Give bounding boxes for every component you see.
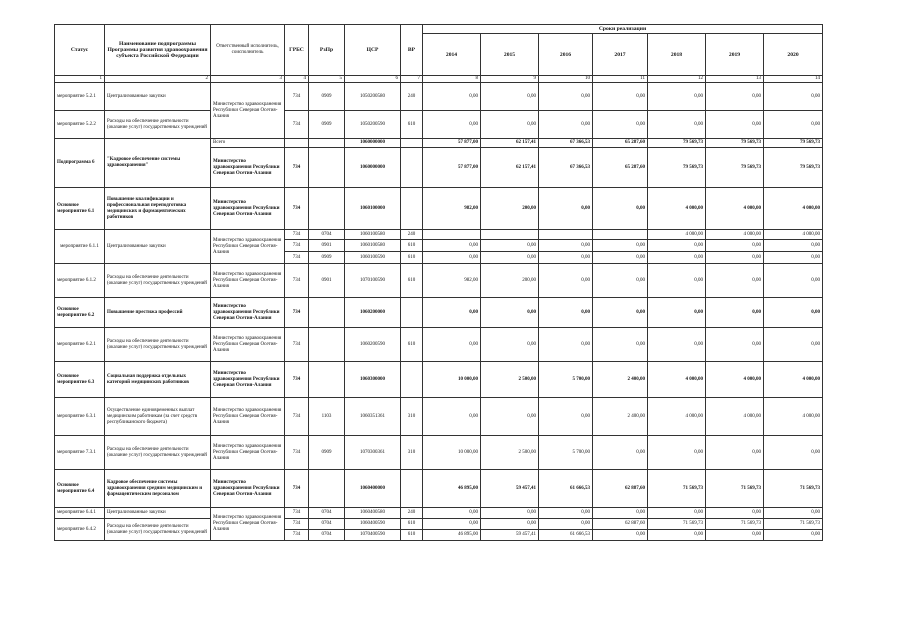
executor-cell: Министерство здравоохранения Республики Северная Осетия-Алания (211, 83, 285, 139)
vr-cell: 610 (401, 240, 423, 252)
value-cell: 0,00 (593, 328, 648, 362)
value-cell: 0,00 (706, 111, 764, 139)
executor-cell: Министерство здравоохранения Республики Северная Осетия-Алания (211, 508, 285, 541)
value-cell: 0,00 (539, 508, 593, 519)
colnum: 14 (764, 76, 823, 83)
value-cell: 79 569,73 (764, 148, 823, 188)
colnum: 2 (105, 76, 211, 83)
table-row (55, 298, 823, 328)
rzpr-cell: 0901 (309, 264, 345, 298)
table-row (55, 111, 823, 139)
executor-cell: Министерство здравоохранения Республики Северная Осетия-Алания (211, 148, 285, 188)
value-cell: 0,00 (764, 83, 823, 111)
csr-cell: 1060400580 (345, 508, 401, 519)
value-cell: 0,00 (593, 240, 648, 252)
value-cell: 65 287,60 (593, 148, 648, 188)
status-cell: мероприятие 6.3.1 (55, 398, 105, 436)
grbs-cell: 734 (285, 188, 309, 230)
value-cell: 0,00 (706, 252, 764, 264)
header-vr: ВР (401, 25, 423, 76)
csr-cell: 1060100000 (345, 188, 401, 230)
table-row (55, 230, 823, 240)
grbs-cell: 734 (285, 264, 309, 298)
table-row (55, 470, 823, 508)
vr-cell: 610 (401, 328, 423, 362)
vr-cell: 610 (401, 530, 423, 541)
value-cell: 4 000,00 (706, 230, 764, 240)
vr-cell: 240 (401, 230, 423, 240)
value-cell: 0,00 (481, 252, 539, 264)
value-cell: 0,00 (764, 530, 823, 541)
colnum: 12 (648, 76, 706, 83)
value-cell: 0,00 (539, 398, 593, 436)
value-cell: 46 895,00 (423, 470, 481, 508)
value-cell: 0,00 (648, 508, 706, 519)
program-budget-table (54, 24, 823, 541)
value-cell: 0,00 (593, 508, 648, 519)
grbs-cell: 734 (285, 298, 309, 328)
name-cell: Расходы на обеспечение деятельности (оказание услуг) государственных учреждений (105, 436, 211, 470)
rzpr-cell (309, 470, 345, 508)
value-cell: 4 000,00 (706, 398, 764, 436)
csr-cell: 1050200580 (345, 83, 401, 111)
value-cell: 0,00 (648, 252, 706, 264)
colnum: 1 (55, 76, 105, 83)
value-cell: 57 877,00 (423, 139, 481, 148)
status-cell: мероприятие 5.2.1 (55, 83, 105, 111)
value-cell: 61 666,53 (539, 530, 593, 541)
value-cell: 0,00 (764, 298, 823, 328)
value-cell: 79 569,73 (648, 139, 706, 148)
csr-cell: 1070400590 (345, 530, 401, 541)
value-cell: 71 569,73 (648, 470, 706, 508)
status-cell: мероприятие 6.1.2 (55, 264, 105, 298)
value-cell: 0,00 (648, 264, 706, 298)
budget-table-sheet (54, 24, 822, 541)
value-cell: 0,00 (648, 298, 706, 328)
value-cell: 2 500,00 (481, 362, 539, 398)
value-cell: 79 569,73 (764, 139, 823, 148)
value-cell: 0,00 (481, 298, 539, 328)
value-cell (481, 230, 539, 240)
status-cell: мероприятие 5.2.2 (55, 111, 105, 139)
value-cell: 71 569,73 (764, 470, 823, 508)
grbs-cell: 734 (285, 240, 309, 252)
csr-cell: 1060000000 (345, 148, 401, 188)
table-row (55, 508, 823, 519)
name-cell: Осуществление единовременных выплат медицинским работникам (за счет средств республиканского бюджета) (105, 398, 211, 436)
vr-cell (401, 362, 423, 398)
value-cell: 0,00 (706, 508, 764, 519)
table-row (55, 188, 823, 230)
executor-cell: Министерство здравоохранения Республики Северная Осетия-Алания (211, 298, 285, 328)
name-cell: Расходы на обеспечение деятельности (оказание услуг) государственных учреждений (105, 328, 211, 362)
value-cell: 0,00 (423, 328, 481, 362)
vr-cell: 610 (401, 252, 423, 264)
value-cell: 982,00 (423, 188, 481, 230)
value-cell: 4 000,00 (648, 188, 706, 230)
grbs-cell: 734 (285, 530, 309, 541)
colnum: 10 (539, 76, 593, 83)
executor-cell: Министерство здравоохранения Республики Северная Осетия-Алания (211, 230, 285, 264)
colnum: 13 (706, 76, 764, 83)
value-cell: 0,00 (764, 508, 823, 519)
csr-cell: 1060100580 (345, 230, 401, 240)
status-cell: мероприятие 6.1.1 (55, 230, 105, 264)
status-cell: Подпрограмма 6 (55, 139, 105, 188)
header-name: Наименование подпрограммы Программы развития здравоохранения субъекта Российской Федерации (105, 25, 211, 76)
value-cell: 0,00 (539, 519, 593, 530)
table-row (55, 83, 823, 111)
value-cell: 0,00 (764, 264, 823, 298)
value-cell: 4 000,00 (764, 188, 823, 230)
vr-cell (401, 470, 423, 508)
value-cell: 0,00 (423, 298, 481, 328)
value-cell: 59 457,41 (481, 470, 539, 508)
csr-cell: 1070300361 (345, 436, 401, 470)
value-cell: 2 400,00 (593, 398, 648, 436)
grbs-cell: 734 (285, 508, 309, 519)
value-cell: 0,00 (706, 83, 764, 111)
value-cell: 71 569,73 (706, 470, 764, 508)
csr-cell: 1060000000 (345, 139, 401, 148)
value-cell: 65 287,60 (593, 139, 648, 148)
value-cell: 0,00 (423, 240, 481, 252)
year-2016: 2016 (539, 34, 593, 76)
value-cell: 0,00 (706, 328, 764, 362)
vr-cell: 240 (401, 508, 423, 519)
value-cell (593, 230, 648, 240)
csr-cell: 1060200590 (345, 328, 401, 362)
grbs-cell: 734 (285, 230, 309, 240)
value-cell: 4 000,00 (764, 362, 823, 398)
value-cell: 0,00 (481, 111, 539, 139)
value-cell: 4 000,00 (764, 398, 823, 436)
grbs-cell: 734 (285, 519, 309, 530)
table-row (55, 362, 823, 398)
grbs-cell: 734 (285, 398, 309, 436)
value-cell: 0,00 (764, 436, 823, 470)
executor-cell: Министерство здравоохранения Республики Северная Осетия-Алания (211, 470, 285, 508)
value-cell: 0,00 (481, 240, 539, 252)
value-cell: 62 887,60 (593, 470, 648, 508)
table-row (55, 264, 823, 298)
value-cell: 67 366,53 (539, 148, 593, 188)
value-cell: 0,00 (648, 240, 706, 252)
status-cell: мероприятие 6.4.1 (55, 508, 105, 519)
rzpr-cell: 0909 (309, 436, 345, 470)
vr-cell: 610 (401, 264, 423, 298)
value-cell: 0,00 (764, 252, 823, 264)
colnum: 4 (285, 76, 309, 83)
value-cell: 0,00 (539, 252, 593, 264)
value-cell: 0,00 (539, 240, 593, 252)
value-cell: 4 000,00 (706, 362, 764, 398)
value-cell: 0,00 (706, 240, 764, 252)
value-cell: 0,00 (706, 530, 764, 541)
name-cell: Расходы на обеспечение деятельности (оказание услуг) государственных учреждений (105, 111, 211, 139)
value-cell: 982,00 (423, 264, 481, 298)
table-row (55, 328, 823, 362)
grbs-cell: 734 (285, 83, 309, 111)
value-cell: 0,00 (648, 83, 706, 111)
vr-cell (401, 148, 423, 188)
year-2015: 2015 (481, 34, 539, 76)
value-cell: 5 700,00 (539, 436, 593, 470)
header-grbs: ГРБС (285, 25, 309, 76)
year-2018: 2018 (648, 34, 706, 76)
value-cell: 57 877,00 (423, 148, 481, 188)
executor-cell: Министерство здравоохранения Республики Северная Осетия-Алания (211, 328, 285, 362)
grbs-cell: 734 (285, 148, 309, 188)
value-cell: 4 000,00 (648, 398, 706, 436)
vr-cell: 610 (401, 519, 423, 530)
rzpr-cell: 0901 (309, 240, 345, 252)
value-cell: 0,00 (648, 436, 706, 470)
value-cell: 0,00 (764, 111, 823, 139)
value-cell: 0,00 (539, 298, 593, 328)
rzpr-cell: 0704 (309, 508, 345, 519)
csr-cell: 1060400590 (345, 519, 401, 530)
vr-cell (401, 188, 423, 230)
value-cell: 0,00 (539, 264, 593, 298)
value-cell: 79 569,73 (706, 139, 764, 148)
value-cell: 0,00 (423, 83, 481, 111)
rzpr-cell (309, 148, 345, 188)
value-cell: 71 569,73 (706, 519, 764, 530)
value-cell: 4 000,00 (648, 230, 706, 240)
rzpr-cell: 0909 (309, 83, 345, 111)
value-cell: 0,00 (593, 111, 648, 139)
vr-cell: 240 (401, 83, 423, 111)
year-2019: 2019 (706, 34, 764, 76)
name-cell: Централизованные закупки (105, 508, 211, 519)
value-cell: 0,00 (648, 111, 706, 139)
value-cell: 0,00 (648, 328, 706, 362)
name-cell: Повышение квалификации и профессиональная переподготовка медицинских и фармацевтических работников (105, 188, 211, 230)
name-cell: Расходы на обеспечение деятельности (оказание услуг) государственных учреждений (105, 264, 211, 298)
value-cell: 4 000,00 (706, 188, 764, 230)
vr-cell (401, 139, 423, 148)
header-status: Статус (55, 25, 105, 76)
vr-cell: 310 (401, 436, 423, 470)
name-cell: Социальная поддержка отдельных категорий медицинских работников (105, 362, 211, 398)
value-cell: 62 157,41 (481, 148, 539, 188)
vr-cell (401, 298, 423, 328)
value-cell: 0,00 (593, 264, 648, 298)
value-cell: 67 366,53 (539, 139, 593, 148)
rzpr-cell: 0704 (309, 230, 345, 240)
value-cell: 79 569,73 (648, 148, 706, 188)
grbs-cell: 734 (285, 362, 309, 398)
value-cell (423, 230, 481, 240)
value-cell: 0,00 (423, 508, 481, 519)
name-cell: Расходы на обеспечение деятельности (оказание услуг) государственных учреждений (105, 519, 211, 541)
status-cell: Основное мероприятие 6.4 (55, 470, 105, 508)
value-cell: 0,00 (539, 328, 593, 362)
value-cell: 5 700,00 (539, 362, 593, 398)
csr-cell: 1060100580 (345, 240, 401, 252)
value-cell: 0,00 (481, 508, 539, 519)
name-cell: Централизованные закупки (105, 83, 211, 111)
status-cell: Основное мероприятие 6.2 (55, 298, 105, 328)
value-cell: 0,00 (648, 530, 706, 541)
table-row (55, 436, 823, 470)
value-cell: 0,00 (539, 83, 593, 111)
executor-cell: Министерство здравоохранения Республики Северная Осетия-Алания (211, 362, 285, 398)
table-row (55, 398, 823, 436)
grbs-cell: 734 (285, 470, 309, 508)
value-cell: 0,00 (481, 519, 539, 530)
value-cell: 79 569,73 (706, 148, 764, 188)
value-cell: 2 500,00 (481, 436, 539, 470)
value-cell: 0,00 (481, 83, 539, 111)
csr-cell: 1060300000 (345, 362, 401, 398)
value-cell: 4 000,00 (648, 362, 706, 398)
executor-cell: Министерство здравоохранения Республики Северная Осетия-Алания (211, 188, 285, 230)
csr-cell: 1060200000 (345, 298, 401, 328)
rzpr-cell: 0704 (309, 519, 345, 530)
rzpr-cell (309, 328, 345, 362)
value-cell: 0,00 (764, 240, 823, 252)
value-cell: 0,00 (593, 83, 648, 111)
value-cell: 10 000,00 (423, 436, 481, 470)
header-csr: ЦСР (345, 25, 401, 76)
colnum: 8 (423, 76, 481, 83)
status-cell: мероприятие 6.4.2 (55, 519, 105, 541)
header-row-top (55, 25, 823, 34)
value-cell: 0,00 (593, 530, 648, 541)
value-cell: 0,00 (593, 436, 648, 470)
rzpr-cell (309, 139, 345, 148)
header-period: Сроки реализации (423, 25, 823, 34)
colnum: 7 (401, 76, 423, 83)
rzpr-cell: 1103 (309, 398, 345, 436)
grbs-cell: 734 (285, 328, 309, 362)
name-cell: Повышение престижа профессий (105, 298, 211, 328)
name-cell: Кадровое обеспечение системы здравоохранения средним медицинским и фармацевтическим персоналом (105, 470, 211, 508)
value-cell: 0,00 (423, 111, 481, 139)
csr-cell: 1050200590 (345, 111, 401, 139)
value-cell: 0,00 (481, 398, 539, 436)
value-cell: 10 000,00 (423, 362, 481, 398)
grbs-cell: 734 (285, 436, 309, 470)
colnum: 5 (309, 76, 345, 83)
year-2020: 2020 (764, 34, 823, 76)
csr-cell: 1060351361 (345, 398, 401, 436)
value-cell: 200,00 (481, 264, 539, 298)
value-cell: 0,00 (423, 252, 481, 264)
value-cell: 0,00 (593, 188, 648, 230)
rzpr-cell: 0704 (309, 530, 345, 541)
rzpr-cell (309, 188, 345, 230)
csr-cell: 1070100590 (345, 264, 401, 298)
executor-cell: Министерство здравоохранения Республики Северная Осетия-Алания (211, 264, 285, 298)
table-row (55, 139, 823, 148)
value-cell: 71 569,73 (764, 519, 823, 530)
value-cell: 0,00 (764, 328, 823, 362)
grbs-cell: 734 (285, 111, 309, 139)
value-cell: 59 457,41 (481, 530, 539, 541)
value-cell: 62 887,60 (593, 519, 648, 530)
value-cell: 0,00 (706, 298, 764, 328)
status-cell: Основное мероприятие 6.1 (55, 188, 105, 230)
value-cell: 0,00 (423, 519, 481, 530)
value-cell: 0,00 (593, 298, 648, 328)
year-2017: 2017 (593, 34, 648, 76)
colnum: 6 (345, 76, 401, 83)
value-cell: 0,00 (706, 264, 764, 298)
value-cell: 0,00 (706, 436, 764, 470)
colnum: 9 (481, 76, 539, 83)
table-row (55, 519, 823, 530)
column-number-row (55, 76, 823, 83)
grbs-cell: 734 (285, 252, 309, 264)
year-2014: 2014 (423, 34, 481, 76)
name-cell: Централизованные закупки (105, 230, 211, 264)
value-cell: 200,00 (481, 188, 539, 230)
executor-cell: Министерство здравоохранения Республики Северная Осетия-Алания (211, 436, 285, 470)
status-cell: Основное мероприятие 6.3 (55, 362, 105, 398)
executor-cell: Министерство здравоохранения Республики Северная Осетия-Алания (211, 398, 285, 436)
value-cell: 61 666,53 (539, 470, 593, 508)
colnum: 11 (593, 76, 648, 83)
status-cell: мероприятие 6.2.1 (55, 328, 105, 362)
value-cell: 46 895,00 (423, 530, 481, 541)
value-cell: 0,00 (593, 252, 648, 264)
csr-cell: 1060100590 (345, 252, 401, 264)
colnum: 3 (211, 76, 285, 83)
rzpr-cell (309, 362, 345, 398)
rzpr-cell: 0909 (309, 111, 345, 139)
rzpr-cell (309, 298, 345, 328)
csr-cell: 1060400000 (345, 470, 401, 508)
value-cell (539, 230, 593, 240)
value-cell: 0,00 (539, 188, 593, 230)
grbs-cell (285, 139, 309, 148)
executor-cell: Всего (211, 139, 285, 148)
header-rzpr: РзПр (309, 25, 345, 76)
status-cell: мероприятие 7.3.1 (55, 436, 105, 470)
name-cell: "Кадровое обеспечение системы здравоохранения" (105, 139, 211, 188)
header-executor: Ответственный исполнитель, соисполнитель (211, 25, 285, 76)
vr-cell: 610 (401, 111, 423, 139)
vr-cell: 310 (401, 398, 423, 436)
value-cell: 2 400,00 (593, 362, 648, 398)
value-cell: 62 157,41 (481, 139, 539, 148)
value-cell: 4 000,00 (764, 230, 823, 240)
value-cell: 0,00 (481, 328, 539, 362)
value-cell: 71 569,73 (648, 519, 706, 530)
value-cell: 0,00 (539, 111, 593, 139)
value-cell: 0,00 (423, 398, 481, 436)
rzpr-cell: 0909 (309, 252, 345, 264)
